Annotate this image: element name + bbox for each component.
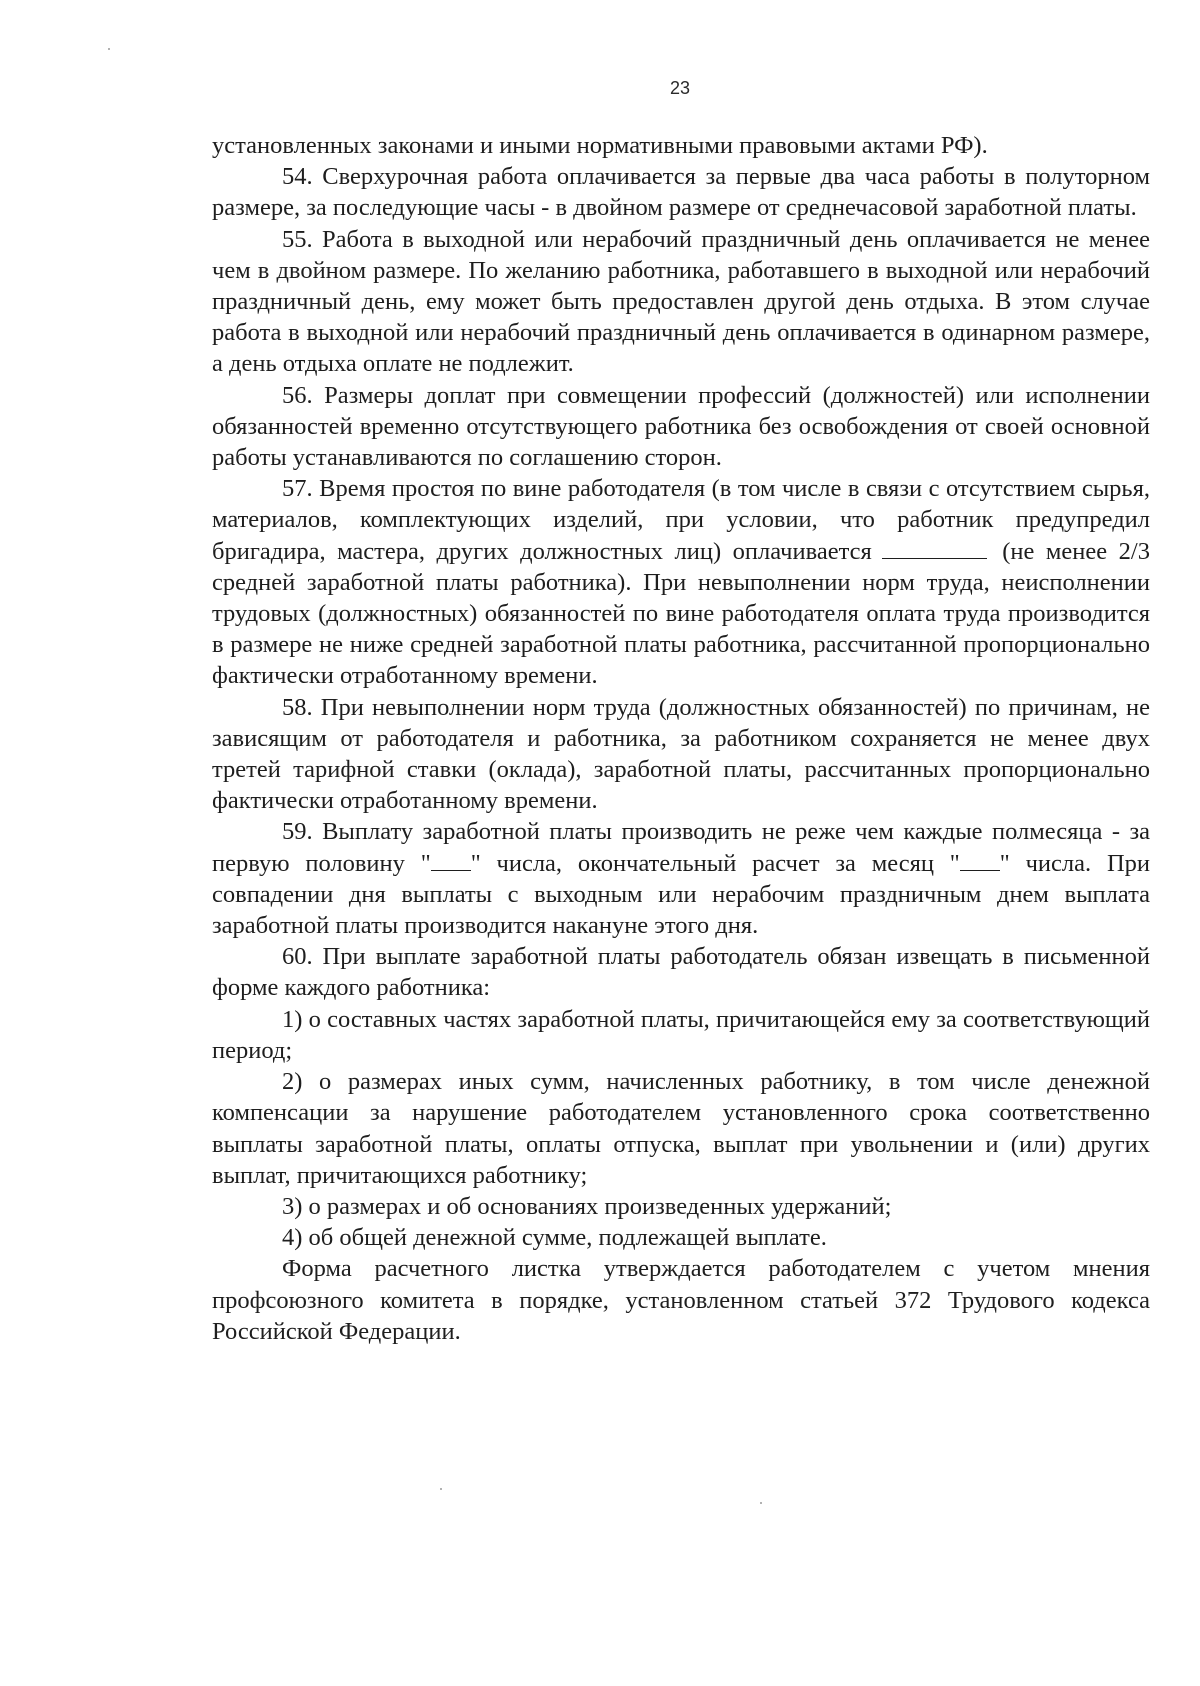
page-number: 23: [669, 78, 691, 98]
paragraph-57-part2: (не менее 2/3 средней заработной платы работника). При невыполнении норм труда, неисполнении трудовых (должностных) обязанностей по вине работодателя оплата труда производится в размере не ниже средней заработной платы работника, рассчитанной пропорционально фактически отработанному времени.: [212, 537, 1150, 690]
list-item-1: 1) о составных частях заработной платы, причитающейся ему за соответствующий период;: [212, 1005, 1150, 1064]
fill-in-blank: [431, 850, 471, 871]
paragraph-59-part1: 59. Выплату заработной платы производить не реже чем каждые полмесяца - за первую половину ": [212, 818, 1150, 877]
paragraph-57-part1: 57. Время простоя по вине работодателя (в том числе в связи с отсутствием сырья, материалов, комплектующих изделий, при условии, что работник предупредил бригадира, мастера, других должностных лиц) оплачивается: [212, 475, 1150, 565]
paragraph-59-part3: " числа. При совпадении дня выплаты с выходным или нерабочим праздничным днем выплата заработной платы производится накануне этого дня.: [212, 849, 1151, 940]
fill-in-blank: [882, 538, 987, 559]
paragraph-continuation: установленных законами и иными нормативными правовыми актами РФ).: [212, 132, 988, 159]
paragraph-55: 55. Работа в выходной или нерабочий праздничный день оплачивается не менее чем в двойном размере. По желанию работника, работавшего в выходной или нерабочий праздничный день, ему может быть предоставлен другой день отдыха. В этом случае работа в выходной или нерабочий праздничный день оплачивается в одинарном размере, а день отдыха оплате не подлежит.: [212, 225, 1150, 378]
document-body: [212, 130, 1150, 1347]
paragraph-58: 58. При невыполнении норм труда (должностных обязанностей) по причинам, не зависящим от работодателя и работника, за работником сохраняется не менее двух третей тарифной ставки (оклада), заработной платы, рассчитанных пропорционально фактически отработанному времени.: [212, 693, 1150, 815]
list-item-4: 4) об общей денежной сумме, подлежащей выплате.: [282, 1224, 827, 1252]
scan-speck: [440, 1488, 442, 1490]
paragraph-57: [212, 473, 1150, 691]
paragraph-59: [212, 816, 1150, 941]
list-item-2: 2) о размерах иных сумм, начисленных работнику, в том числе денежной компенсации за нарушение работодателем установленного срока соответственно выплаты заработной платы, оплаты отпуска, выплат при увольнении и (или) других выплат, причитающихся работнику;: [212, 1068, 1150, 1189]
fill-in-blank: [960, 850, 1000, 871]
scan-speck: [760, 1502, 762, 1504]
paragraph-56: 56. Размеры доплат при совмещении профессий (должностей) или исполнении обязанностей временно отсутствующего работника без освобождения от своей основной работы устанавливаются по соглашению сторон.: [212, 381, 1150, 472]
scan-speck: [108, 48, 110, 50]
paragraph-payslip-form: Форма расчетного листка утверждается работодателем с учетом мнения профсоюзного комитета в порядке, установленном статьей 372 Трудового кодекса Российской Федерации.: [212, 1255, 1150, 1345]
paragraph-54: 54. Сверхурочная работа оплачивается за первые два часа работы в полуторном размере, за последующие часы - в двойном размере от среднечасовой заработной платы.: [212, 163, 1150, 222]
paragraph-59-part2: " числа, окончательный расчет за месяц ": [470, 849, 960, 877]
list-item-3: 3) о размерах и об основаниях произведенных удержаний;: [282, 1192, 892, 1220]
paragraph-60: 60. При выплате заработной платы работодатель обязан извещать в письменной форме каждого работника:: [212, 943, 1150, 1002]
